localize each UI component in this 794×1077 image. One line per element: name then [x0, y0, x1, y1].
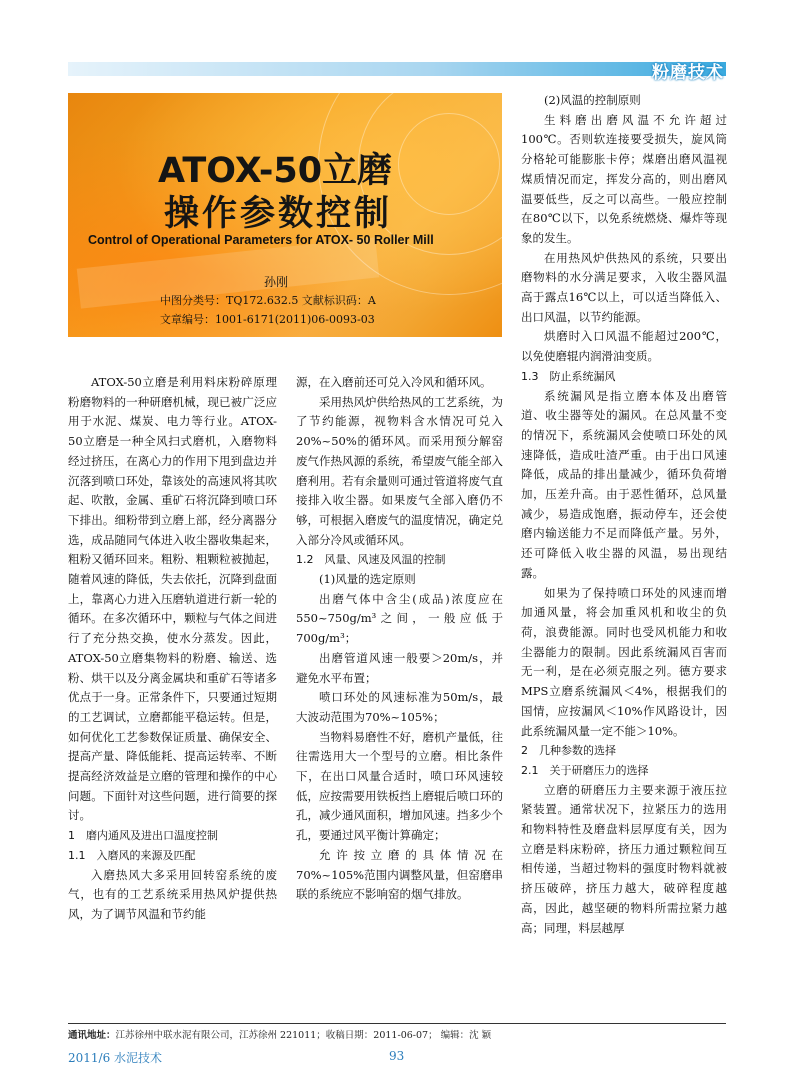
classification-number: 中图分类号：TQ172.632.5 文献标识码：A	[160, 294, 376, 307]
footnote-rule	[68, 1023, 726, 1024]
article-number: 文章编号：1001-6171(2011)06-0093-03	[160, 313, 375, 326]
paragraph: 出磨管道风速一般要＞20m/s，并避免水平布置；	[296, 650, 503, 685]
paragraph: 烘磨时入口风温不能超过200℃，以免使磨辊内润滑油变质。	[521, 329, 727, 364]
footnote	[68, 1027, 491, 1041]
section-tag: 粉磨技术	[652, 63, 724, 83]
header-band	[68, 62, 726, 76]
paragraph: 允许按立磨的具体情况在70%~105%范围内调整风量，但窑磨串联的系统应不影响窑的烟气排放。	[296, 847, 503, 902]
list-heading: (1)风量的选定原则	[319, 572, 416, 587]
paragraph: 喷口环处的风速标准为50m/s，最大波动范围为70%~105%；	[296, 690, 503, 724]
title-banner	[68, 93, 502, 337]
footnote-text: 江苏徐州中联水泥有限公司，江苏徐州 221011；收稿日期：2011-06-07； 编辑：沈 颖	[115, 1030, 492, 1041]
paragraph: 系统漏风是指立磨本体及出磨管道、收尘器等处的漏风。在总风量不变的情况下，系统漏风会使喷口环处的风速降低，造成吐渣严重。由于出口风速降低，成品的排出量减少，循环负荷增加，压差升高。由于恶性循环，总风量减少，易造成饱磨，振动停车，还会使磨内输送能力不足而降低产量。另外，还可降低入收尘器的风温，易出现结露。	[521, 388, 727, 580]
subsection-heading: 2.1 关于研磨压力的选择	[521, 763, 649, 777]
decorative-ring	[398, 113, 500, 215]
paragraph: ATOX-50立磨是利用料床粉碎原理粉磨物料的一种研磨机械，现已被广泛应用于水泥、煤炭、电力等行业。ATOX-50立磨是一种全风扫式磨机，入磨物料经过挤压，在离心力的作用下甩到盘边并沉落到喷口环处，靠该处的高速风将其吹起、吹散，金属、重矿石将沉降到喷口环下排出。细粉带到立磨上部，经分离器分选，成品随同气体进入收尘器收集起来，粗粉又循环回来。粗粉、粗颗粒被抛起，随着风速的降低，失去依托，沉降到盘面上，靠离心力进入压磨轨道进行新一轮的循环。在多次循环中，颗粒与气体之间进行了充分热交换，使水分蒸发。因此，ATOX-50立磨集物料的粉磨、输送、选粉、烘干以及分离金属块和重矿石等诸多优点于一身。正常条件下，只要通过短期的工艺调试，立磨都能平稳运转。但是，如何优化工艺参数保证质量、确保安全、提高产量、降低能耗、提高运转率、不断提高经济效益是立磨的管理和操作的中心问题。下面针对这些问题，进行简要的探讨。	[68, 375, 277, 823]
body-column-1	[68, 373, 277, 925]
section-heading: 2 几种参数的选择	[521, 744, 616, 758]
paragraph: 出磨气体中含尘(成品)浓度应在550~750g/m³之间，一般应低于700g/m³；	[296, 591, 503, 646]
paragraph: 采用热风炉供给热风的工艺系统，为了节约能源，视物料含水情况可兑入20%~50%的循环风。而采用预分解窑废气作热风源的系统，希望废气能全部入磨利用。若有余量则可通过管道将废气直接排入收尘器。如果废气全部入磨仍不够，可根据入磨废气的温度情况，确定兑入部分冷风或循环风。	[296, 394, 503, 547]
article-title-line1: ATOX-50立磨	[158, 151, 393, 191]
author: 孙刚	[264, 275, 289, 289]
list-heading: (2)风温的控制原则	[544, 93, 641, 107]
subsection-heading: 1.1 入磨风的来源及匹配	[68, 848, 196, 862]
paragraph: 在用热风炉供热风的系统，只要出磨物料的水分满足要求，入收尘器风温高于露点16℃以上，可以适当降低入、出口风温，以节约能源。	[521, 250, 727, 324]
section-heading: 1 磨内通风及进出口温度控制	[68, 829, 218, 843]
paragraph: 源，在入磨前还可兑入冷风和循环风。	[296, 375, 492, 389]
subsection-heading: 1.2 风量、风速及风温的控制	[296, 553, 446, 567]
paragraph: 当物料易磨性不好，磨机产量低，往往需选用大一个型号的立磨。相比条件下，在出口风量合适时，喷口环风速较低，应按需要用铁板挡上磨辊后喷口环的孔，减少通风面积，增加风速。挡多少个孔，要通过风平衡计算确定；	[296, 729, 503, 843]
footnote-label: 通讯地址：	[68, 1030, 116, 1041]
paragraph: 入磨热风大多采用回转窑系统的废气，也有的工艺系统采用热风炉提供热风，为了调节风温和节约能	[68, 867, 277, 921]
article-title-line2: 操作参数控制	[164, 194, 393, 234]
paragraph: 生料磨出磨风温不允许超过100℃。否则软连接要受损失，旋风筒分格轮可能膨胀卡停；煤磨出磨风温视煤质情况而定，挥发分高的，则出磨风温要低些，反之可以高些。一般应控制在80℃以下，以免系统燃烧、爆炸等现象的发生。	[521, 112, 727, 245]
paragraph: 立磨的研磨压力主要来源于液压拉紧装置。通常状况下，拉紧压力的选用和物料特性及磨盘料层厚度有关，因为立磨是料床粉碎，挤压力通过颗粒间互相传递，当超过物料的强度时物料就被挤压破碎，挤压力越大，破碎程度越高，因此，越坚硬的物料所需拉紧力越高；同理，料层越厚	[521, 782, 727, 935]
page-number: 93	[389, 1049, 405, 1063]
journal-issue: 2011/6 水泥技术	[68, 1051, 163, 1065]
article-title-english: Control of Operational Parameters for ATOX- 50 Roller Mill	[88, 233, 434, 247]
paragraph: 如果为了保持喷口环处的风速而增加通风量，将会加重风机和收尘的负荷，浪费能源。同时也受风机能力和收尘器能力的限制。因此系统漏风百害而无一利，是在必须克服之列。德方要求MPS立磨系统漏风＜4%，根据我们的国情，应按漏风＜10%作风路设计，因此系统漏风量一定不能＞10%。	[521, 585, 727, 738]
subsection-heading: 1.3 防止系统漏风	[521, 369, 616, 383]
body-column-3	[521, 91, 727, 938]
body-column-2	[296, 373, 503, 905]
